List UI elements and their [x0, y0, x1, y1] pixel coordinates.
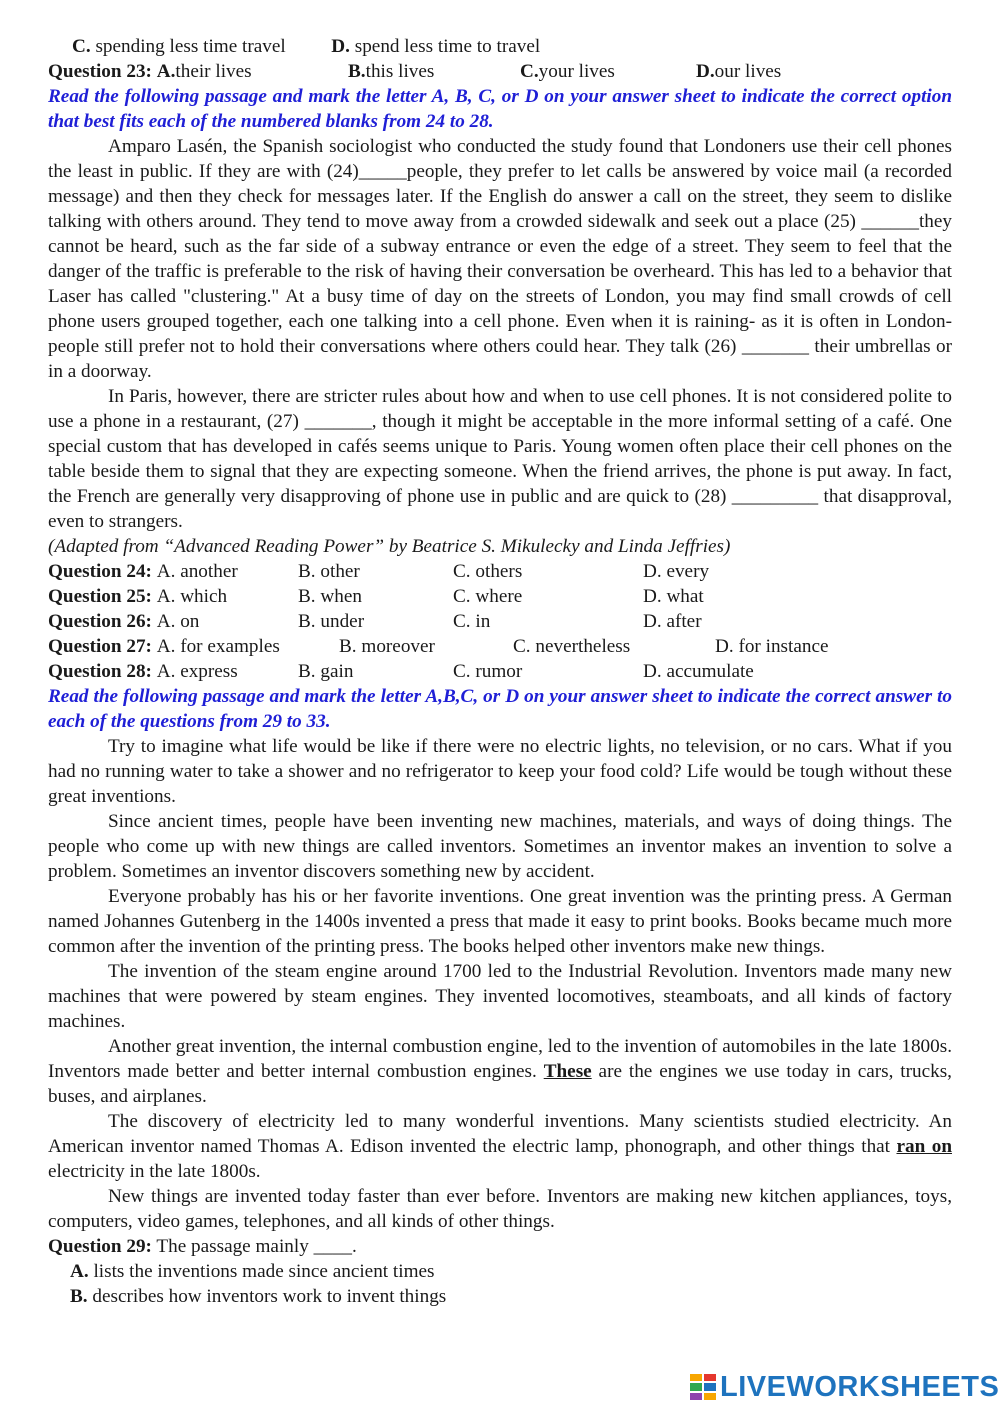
q23-d-label: D.	[696, 61, 715, 82]
q24-option-a: A. another	[156, 561, 238, 582]
passage2-paragraph-3: Everyone probably has his or her favorite inventions. One great invention was the printing press. A German named Johannes Gutenberg in the 1400s invented a press that made it easy to print books. Books became much more common after the invention of the printing press. The books helped other inventors make new things.	[48, 886, 952, 957]
q24-label: Question 24:	[48, 561, 152, 582]
passage2-paragraph-1: Try to imagine what life would be like if there were no electric lights, no television, or no cars. What if you had no running water to take a shower and no refrigerator to keep your food cold? Life would be tough without these great inventions.	[48, 736, 952, 807]
q27-option-b: B. moreover	[339, 636, 435, 657]
q23-a-label: A.	[156, 61, 176, 82]
worksheet-content	[48, 34, 952, 1309]
q28-option-c: C. rumor	[453, 661, 523, 682]
q29-b-label: B.	[70, 1286, 88, 1307]
question-row-25	[48, 584, 952, 609]
passage1-paragraph-2: In Paris, however, there are stricter rules about how and when to use cell phones. It is not considered polite to use a phone in a restaurant, (27) _______, though it might be acceptable in the more informal setting of a café. One special custom that has developed in cafés seems unique to Paris. Young women often place their cell phones on the table beside them to signal that they are expecting someone. When the friend arrives, the phone is put away. In fact, the French are generally very disapproving of phone use in public and are quick to (28) _________ that disapproval, even to strangers.	[48, 386, 952, 532]
q23-c-label: C.	[520, 61, 539, 82]
p5-text-after: are the engines we use today in cars, trucks, buses, and airplanes.	[48, 1061, 952, 1107]
q22-options-row	[48, 34, 952, 59]
q23-option-b: this lives	[365, 61, 435, 82]
p6-text-before: The discovery of electricity led to many wonderful inventions. Many scientists studied electricity. An American inventor named Thomas A. Edison invented the electric lamp, phonograph, and other things that	[48, 1111, 952, 1157]
q27-option-a: A. for examples	[156, 636, 280, 657]
liveworksheets-logo-icon	[690, 1374, 716, 1400]
q25-label: Question 25:	[48, 586, 152, 607]
question-row-28	[48, 659, 952, 684]
q24-option-c: C. others	[453, 561, 523, 582]
q23-option-c: your lives	[538, 61, 615, 82]
q22-option-d: spend less time to travel	[349, 36, 541, 57]
q23-option-a: their lives	[175, 61, 252, 82]
q27-option-c: C. nevertheless	[513, 636, 631, 657]
questions-24-28	[48, 559, 952, 684]
instruction-29-33: Read the following passage and mark the letter A,B,C, or D on your answer sheet to indicate the correct answer to each of the questions from 29 to 33.	[48, 686, 952, 732]
passage2-paragraph-2: Since ancient times, people have been inventing new machines, materials, and ways of doing things. The people who come up with new things are called inventors. Sometimes an inventor makes an invention to solve a problem. Sometimes an inventor discovers something new by accident.	[48, 811, 952, 882]
q23-label: Question 23:	[48, 61, 152, 82]
question-row-24	[48, 559, 952, 584]
q29-stem-text: The passage mainly ____.	[151, 1236, 357, 1257]
q26-option-d: D. after	[643, 611, 702, 632]
q25-option-d: D. what	[643, 586, 704, 607]
q29-label: Question 29:	[48, 1236, 152, 1257]
q29-option-b-row	[48, 1284, 952, 1309]
q27-option-d: D. for instance	[715, 636, 829, 657]
question-row-27	[48, 634, 952, 659]
q22-option-c: spending less time travel	[90, 36, 286, 57]
underlined-phrase-ran-on: ran on	[896, 1136, 952, 1157]
passage2-paragraph-4: The invention of the steam engine around 1700 led to the Industrial Revolution. Inventors made many new machines that were powered by steam engines. They invented locomotives, steamboats, and all kinds of factory machines.	[48, 961, 952, 1032]
q23-option-d: our lives	[714, 61, 782, 82]
q22-option-d-label: D.	[331, 36, 350, 57]
q23-b-label: B.	[348, 61, 366, 82]
q23-row	[48, 59, 952, 84]
q29-stem	[48, 1234, 952, 1259]
q29-option-a: lists the inventions made since ancient times	[88, 1261, 435, 1282]
q28-option-b: B. gain	[298, 661, 354, 682]
q28-option-d: D. accumulate	[643, 661, 754, 682]
q25-option-c: C. where	[453, 586, 523, 607]
q28-option-a: A. express	[156, 661, 238, 682]
passage2-paragraph-7: New things are invented today faster than ever before. Inventors are making new kitchen appliances, toys, computers, video games, telephones, and all kinds of other things.	[48, 1186, 952, 1232]
q29-a-label: A.	[70, 1261, 89, 1282]
q26-option-b: B. under	[298, 611, 365, 632]
q27-label: Question 27:	[48, 636, 152, 657]
passage2-paragraph-5	[48, 1034, 952, 1109]
q25-option-a: A. which	[156, 586, 228, 607]
q22-option-c-label: C.	[72, 36, 91, 57]
q29-option-b: describes how inventors work to invent things	[87, 1286, 447, 1307]
q28-label: Question 28:	[48, 661, 152, 682]
q24-option-d: D. every	[643, 561, 710, 582]
q26-option-a: A. on	[156, 611, 200, 632]
q25-option-b: B. when	[298, 586, 362, 607]
underlined-word-these: These	[543, 1061, 592, 1082]
liveworksheets-logo-text: LIVEWORKSHEETS	[720, 1370, 1000, 1403]
q29-option-a-row	[48, 1259, 952, 1284]
passage1-paragraph-1: Amparo Lasén, the Spanish sociologist who conducted the study found that Londoners use their cell phones the least in public. If they are with (24)_____people, they prefer to let calls be answered by voice mail (a recorded message) and then they check for messages later. If the English do answer a call on the street, they seem to dislike talking with others around. They tend to move away from a crowded sidewalk and seek out a place (25) ______they cannot be heard, such as the far side of a subway entrance or even the edge of a street. They seem to feel that the danger of the traffic is preferable to the risk of having their conversation be overheard. This has led to a behavior that Laser has called "clustering." At a busy time of day on the streets of London, you may find small crowds of cell phone users grouped together, each one talking into a cell phone. Even when it is raining- as it is often in London- people still prefer not to hold their conversations where others could hear. They talk (26) _______ their umbrellas or in a doorway.	[48, 136, 952, 382]
passage1-source: (Adapted from “Advanced Reading Power” by Beatrice S. Mikulecky and Linda Jeffries)	[48, 536, 731, 557]
q24-option-b: B. other	[298, 561, 360, 582]
p6-text-after: electricity in the late 1800s.	[48, 1161, 261, 1182]
q26-option-c: C. in	[453, 611, 491, 632]
liveworksheets-logo	[690, 1370, 999, 1404]
q26-label: Question 26:	[48, 611, 152, 632]
question-row-26	[48, 609, 952, 634]
passage2-paragraph-6	[48, 1109, 952, 1184]
p5-text-before: Another great invention, the internal combustion engine, led to the invention of automobiles in the late 1800s. Inventors made better and better internal combustion engines.	[48, 1036, 952, 1082]
instruction-24-28: Read the following passage and mark the letter A, B, C, or D on your answer sheet to indicate the correct option that best fits each of the numbered blanks from 24 to 28.	[48, 86, 952, 132]
